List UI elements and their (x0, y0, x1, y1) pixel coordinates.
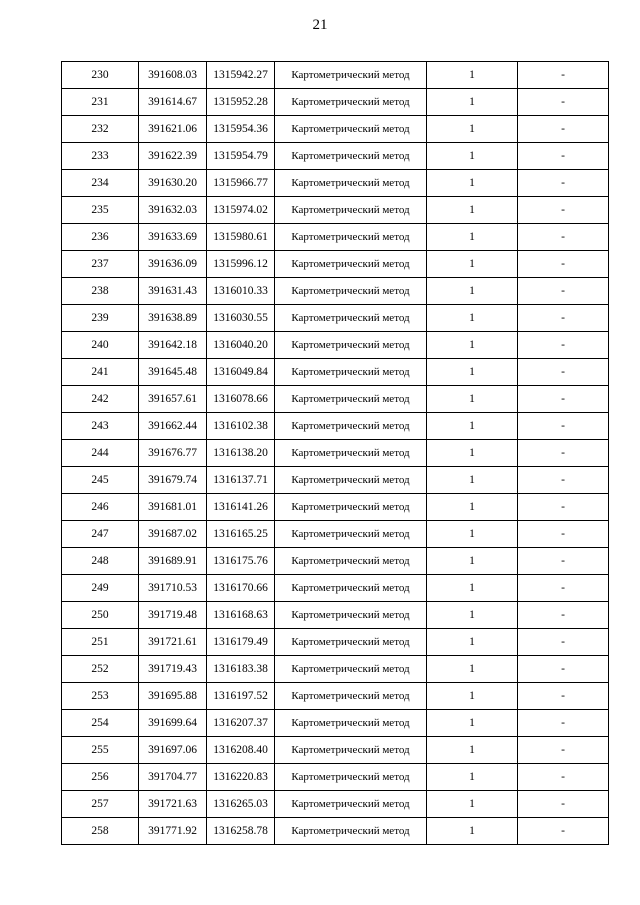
accuracy-cell: 1 (427, 332, 518, 359)
description-cell: - (518, 62, 609, 89)
table-row (62, 521, 609, 548)
accuracy-cell: 1 (427, 116, 518, 143)
accuracy-cell: 1 (427, 170, 518, 197)
method-cell: Картометрический метод (275, 791, 427, 818)
accuracy-cell: 1 (427, 683, 518, 710)
description-cell: - (518, 467, 609, 494)
point-number-cell: 236 (62, 224, 139, 251)
method-cell: Картометрический метод (275, 305, 427, 332)
point-number-cell: 255 (62, 737, 139, 764)
method-cell: Картометрический метод (275, 251, 427, 278)
description-cell: - (518, 278, 609, 305)
x-coordinate-cell: 391704.77 (139, 764, 207, 791)
description-cell: - (518, 197, 609, 224)
description-cell: - (518, 521, 609, 548)
x-coordinate-cell: 391697.06 (139, 737, 207, 764)
table-row (62, 224, 609, 251)
y-coordinate-cell: 1316030.55 (207, 305, 275, 332)
table-row (62, 143, 609, 170)
method-cell: Картометрический метод (275, 62, 427, 89)
point-number-cell: 235 (62, 197, 139, 224)
accuracy-cell: 1 (427, 467, 518, 494)
accuracy-cell: 1 (427, 89, 518, 116)
description-cell: - (518, 494, 609, 521)
accuracy-cell: 1 (427, 575, 518, 602)
accuracy-cell: 1 (427, 386, 518, 413)
accuracy-cell: 1 (427, 710, 518, 737)
point-number-cell: 254 (62, 710, 139, 737)
table-row (62, 359, 609, 386)
point-number-cell: 241 (62, 359, 139, 386)
point-number-cell: 258 (62, 818, 139, 845)
method-cell: Картометрический метод (275, 197, 427, 224)
description-cell: - (518, 413, 609, 440)
x-coordinate-cell: 391719.48 (139, 602, 207, 629)
method-cell: Картометрический метод (275, 143, 427, 170)
table-row (62, 440, 609, 467)
table-row (62, 386, 609, 413)
x-coordinate-cell: 391662.44 (139, 413, 207, 440)
method-cell: Картометрический метод (275, 710, 427, 737)
table-row (62, 467, 609, 494)
x-coordinate-cell: 391699.64 (139, 710, 207, 737)
accuracy-cell: 1 (427, 548, 518, 575)
method-cell: Картометрический метод (275, 602, 427, 629)
x-coordinate-cell: 391614.67 (139, 89, 207, 116)
description-cell: - (518, 116, 609, 143)
description-cell: - (518, 143, 609, 170)
accuracy-cell: 1 (427, 602, 518, 629)
y-coordinate-cell: 1316102.38 (207, 413, 275, 440)
coordinates-table (61, 61, 609, 845)
method-cell: Картометрический метод (275, 548, 427, 575)
accuracy-cell: 1 (427, 251, 518, 278)
table-row (62, 548, 609, 575)
method-cell: Картометрический метод (275, 575, 427, 602)
x-coordinate-cell: 391689.91 (139, 548, 207, 575)
table-row (62, 332, 609, 359)
y-coordinate-cell: 1316141.26 (207, 494, 275, 521)
method-cell: Картометрический метод (275, 629, 427, 656)
point-number-cell: 251 (62, 629, 139, 656)
y-coordinate-cell: 1316168.63 (207, 602, 275, 629)
x-coordinate-cell: 391638.89 (139, 305, 207, 332)
x-coordinate-cell: 391710.53 (139, 575, 207, 602)
y-coordinate-cell: 1316183.38 (207, 656, 275, 683)
table-row (62, 89, 609, 116)
x-coordinate-cell: 391645.48 (139, 359, 207, 386)
accuracy-cell: 1 (427, 413, 518, 440)
accuracy-cell: 1 (427, 791, 518, 818)
table-row (62, 575, 609, 602)
table-row (62, 116, 609, 143)
y-coordinate-cell: 1316165.25 (207, 521, 275, 548)
point-number-cell: 242 (62, 386, 139, 413)
method-cell: Картометрический метод (275, 359, 427, 386)
description-cell: - (518, 791, 609, 818)
description-cell: - (518, 224, 609, 251)
y-coordinate-cell: 1316258.78 (207, 818, 275, 845)
y-coordinate-cell: 1316175.76 (207, 548, 275, 575)
y-coordinate-cell: 1316010.33 (207, 278, 275, 305)
description-cell: - (518, 683, 609, 710)
description-cell: - (518, 170, 609, 197)
x-coordinate-cell: 391771.92 (139, 818, 207, 845)
y-coordinate-cell: 1315996.12 (207, 251, 275, 278)
table-row (62, 656, 609, 683)
point-number-cell: 249 (62, 575, 139, 602)
y-coordinate-cell: 1315942.27 (207, 62, 275, 89)
table-row (62, 683, 609, 710)
method-cell: Картометрический метод (275, 332, 427, 359)
accuracy-cell: 1 (427, 494, 518, 521)
description-cell: - (518, 251, 609, 278)
accuracy-cell: 1 (427, 440, 518, 467)
description-cell: - (518, 575, 609, 602)
y-coordinate-cell: 1316265.03 (207, 791, 275, 818)
y-coordinate-cell: 1315954.79 (207, 143, 275, 170)
method-cell: Картометрический метод (275, 737, 427, 764)
description-cell: - (518, 629, 609, 656)
x-coordinate-cell: 391657.61 (139, 386, 207, 413)
y-coordinate-cell: 1316208.40 (207, 737, 275, 764)
method-cell: Картометрический метод (275, 494, 427, 521)
x-coordinate-cell: 391676.77 (139, 440, 207, 467)
description-cell: - (518, 89, 609, 116)
x-coordinate-cell: 391633.69 (139, 224, 207, 251)
x-coordinate-cell: 391636.09 (139, 251, 207, 278)
y-coordinate-cell: 1315966.77 (207, 170, 275, 197)
accuracy-cell: 1 (427, 143, 518, 170)
x-coordinate-cell: 391679.74 (139, 467, 207, 494)
description-cell: - (518, 602, 609, 629)
table-row (62, 170, 609, 197)
method-cell: Картометрический метод (275, 89, 427, 116)
x-coordinate-cell: 391721.61 (139, 629, 207, 656)
point-number-cell: 248 (62, 548, 139, 575)
method-cell: Картометрический метод (275, 683, 427, 710)
method-cell: Картометрический метод (275, 413, 427, 440)
x-coordinate-cell: 391622.39 (139, 143, 207, 170)
table-row (62, 278, 609, 305)
x-coordinate-cell: 391721.63 (139, 791, 207, 818)
method-cell: Картометрический метод (275, 467, 427, 494)
method-cell: Картометрический метод (275, 386, 427, 413)
description-cell: - (518, 656, 609, 683)
coordinates-table-body (62, 62, 609, 845)
y-coordinate-cell: 1315974.02 (207, 197, 275, 224)
accuracy-cell: 1 (427, 197, 518, 224)
point-number-cell: 238 (62, 278, 139, 305)
point-number-cell: 233 (62, 143, 139, 170)
y-coordinate-cell: 1316197.52 (207, 683, 275, 710)
point-number-cell: 247 (62, 521, 139, 548)
x-coordinate-cell: 391681.01 (139, 494, 207, 521)
y-coordinate-cell: 1316049.84 (207, 359, 275, 386)
description-cell: - (518, 359, 609, 386)
description-cell: - (518, 332, 609, 359)
table-row (62, 494, 609, 521)
point-number-cell: 245 (62, 467, 139, 494)
y-coordinate-cell: 1316170.66 (207, 575, 275, 602)
x-coordinate-cell: 391719.43 (139, 656, 207, 683)
description-cell: - (518, 548, 609, 575)
y-coordinate-cell: 1316220.83 (207, 764, 275, 791)
method-cell: Картометрический метод (275, 764, 427, 791)
method-cell: Картометрический метод (275, 656, 427, 683)
point-number-cell: 237 (62, 251, 139, 278)
description-cell: - (518, 818, 609, 845)
x-coordinate-cell: 391621.06 (139, 116, 207, 143)
point-number-cell: 252 (62, 656, 139, 683)
x-coordinate-cell: 391630.20 (139, 170, 207, 197)
table-row (62, 197, 609, 224)
x-coordinate-cell: 391642.18 (139, 332, 207, 359)
accuracy-cell: 1 (427, 278, 518, 305)
page-number: 21 (312, 17, 328, 33)
method-cell: Картометрический метод (275, 170, 427, 197)
accuracy-cell: 1 (427, 224, 518, 251)
point-number-cell: 244 (62, 440, 139, 467)
y-coordinate-cell: 1315954.36 (207, 116, 275, 143)
table-row (62, 791, 609, 818)
table-row (62, 818, 609, 845)
description-cell: - (518, 440, 609, 467)
description-cell: - (518, 737, 609, 764)
table-row (62, 251, 609, 278)
table-row (62, 710, 609, 737)
accuracy-cell: 1 (427, 737, 518, 764)
point-number-cell: 253 (62, 683, 139, 710)
method-cell: Картометрический метод (275, 224, 427, 251)
accuracy-cell: 1 (427, 656, 518, 683)
accuracy-cell: 1 (427, 629, 518, 656)
point-number-cell: 232 (62, 116, 139, 143)
description-cell: - (518, 710, 609, 737)
accuracy-cell: 1 (427, 62, 518, 89)
point-number-cell: 243 (62, 413, 139, 440)
accuracy-cell: 1 (427, 764, 518, 791)
x-coordinate-cell: 391631.43 (139, 278, 207, 305)
table-row (62, 602, 609, 629)
description-cell: - (518, 764, 609, 791)
y-coordinate-cell: 1316207.37 (207, 710, 275, 737)
point-number-cell: 239 (62, 305, 139, 332)
accuracy-cell: 1 (427, 521, 518, 548)
x-coordinate-cell: 391632.03 (139, 197, 207, 224)
y-coordinate-cell: 1315980.61 (207, 224, 275, 251)
method-cell: Картометрический метод (275, 521, 427, 548)
y-coordinate-cell: 1316138.20 (207, 440, 275, 467)
table-row (62, 764, 609, 791)
x-coordinate-cell: 391608.03 (139, 62, 207, 89)
accuracy-cell: 1 (427, 818, 518, 845)
point-number-cell: 234 (62, 170, 139, 197)
point-number-cell: 256 (62, 764, 139, 791)
table-row (62, 737, 609, 764)
x-coordinate-cell: 391687.02 (139, 521, 207, 548)
accuracy-cell: 1 (427, 359, 518, 386)
point-number-cell: 257 (62, 791, 139, 818)
description-cell: - (518, 305, 609, 332)
y-coordinate-cell: 1316137.71 (207, 467, 275, 494)
table-row (62, 413, 609, 440)
table-row (62, 629, 609, 656)
point-number-cell: 230 (62, 62, 139, 89)
x-coordinate-cell: 391695.88 (139, 683, 207, 710)
accuracy-cell: 1 (427, 305, 518, 332)
y-coordinate-cell: 1316078.66 (207, 386, 275, 413)
y-coordinate-cell: 1316040.20 (207, 332, 275, 359)
y-coordinate-cell: 1316179.49 (207, 629, 275, 656)
method-cell: Картометрический метод (275, 818, 427, 845)
point-number-cell: 231 (62, 89, 139, 116)
method-cell: Картометрический метод (275, 116, 427, 143)
table-row (62, 305, 609, 332)
method-cell: Картометрический метод (275, 278, 427, 305)
method-cell: Картометрический метод (275, 440, 427, 467)
point-number-cell: 246 (62, 494, 139, 521)
table-row (62, 62, 609, 89)
point-number-cell: 250 (62, 602, 139, 629)
point-number-cell: 240 (62, 332, 139, 359)
description-cell: - (518, 386, 609, 413)
y-coordinate-cell: 1315952.28 (207, 89, 275, 116)
